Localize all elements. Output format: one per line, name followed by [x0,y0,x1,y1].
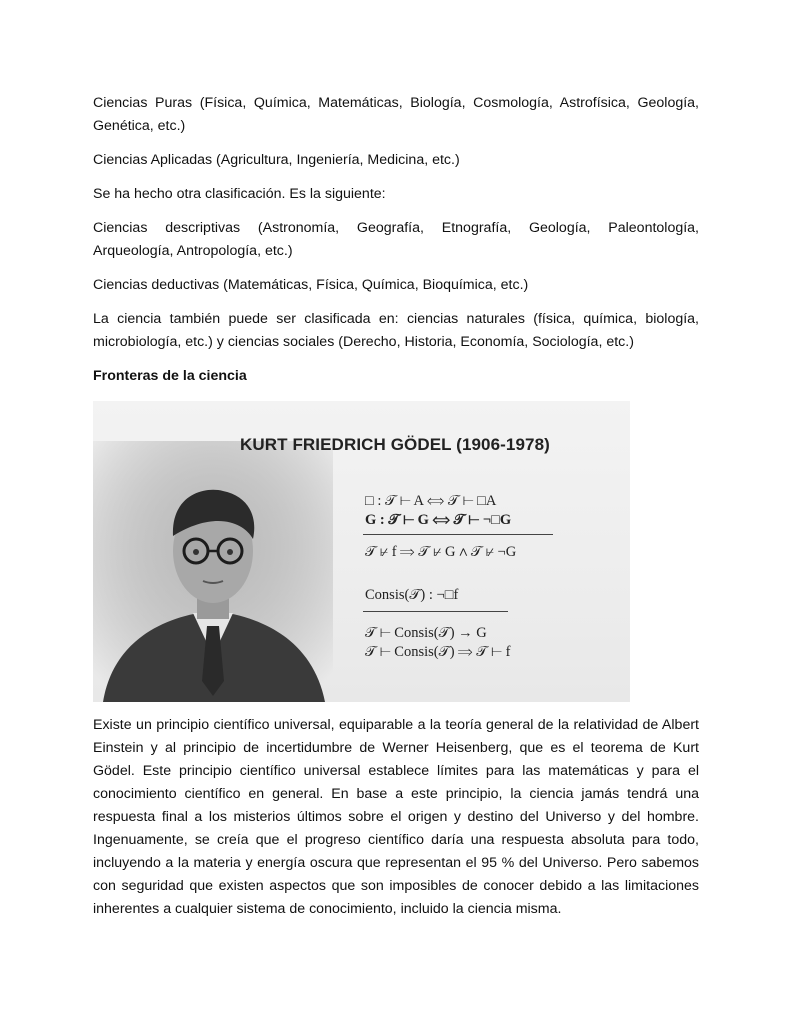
paragraph-ciencias-aplicadas: Ciencias Aplicadas (Agricultura, Ingeniería, Medicina, etc.) [93,152,460,168]
paragraph-ciencias-deductivas: Ciencias deductivas (Matemáticas, Física, Química, Bioquímica, etc.) [93,277,529,293]
formula-divider [363,534,553,535]
formula-g-def: G : 𝒯 ⊢ G ⟺ 𝒯 ⊢ ¬□G [365,512,512,528]
figure-title: KURT FRIEDRICH GÖDEL (1906-1978) [240,435,550,454]
paragraph-clasificacion-natural-social: La ciencia también puede ser clasificada en: ciencias naturales (física, química, biología, microbiología, etc.) y ciencias sociales (Derecho, Historia, Economía, Sociología, etc.) [93,311,699,350]
paragraph-ciencias-puras: Ciencias Puras (Física, Química, Matemáticas, Biología, Cosmología, Astrofísica, Geología, Genética, etc.) [93,95,699,134]
formula-consis-implies-g: 𝒯 ⊢ Consis(𝒯) → G [365,625,487,641]
formula-box-def: □ : 𝒯 ⊢ A ⟺ 𝒯 ⊢ □A [365,493,497,509]
formula-consis-implies-f: 𝒯 ⊢ Consis(𝒯) ⟹ 𝒯 ⊢ f [365,644,511,660]
paragraph-godel-theorem: Existe un principio científico universal, equiparable a la teoría general de la relatividad de Albert Einstein y al principio de incertidumbre de Werner Heisenberg, que es el teorema de Kurt Gödel. Este principio científico universal establece límites para las matemáticas y para el conocimiento científico en general. En base a este principio, la ciencia jamás tendrá una respuesta final a los misterios últimos sobre el origen y destino del Universo y del hombre. Ingenuamente, se creía que el progreso científico daría una respuesta absoluta para todo, incluyendo a la materia y energía oscura que representan el 95 % del Universo. Pero sabemos con seguridad que existen aspectos que son imposibles de conocer debido a las limitaciones inherentes a cualquier sistema de conocimiento, incluido la ciencia misma. [93,717,699,917]
formula-incompleteness: 𝒯 ⊬ f ⟹ 𝒯 ⊬ G ∧ 𝒯 ⊬ ¬G [365,544,517,560]
section-heading: Fronteras de la ciencia [93,368,247,384]
godel-figure [93,401,630,702]
paragraph-otra-clasificacion: Se ha hecho otra clasificación. Es la siguiente: [93,186,386,202]
formula-divider [363,611,508,612]
godel-portrait-image [93,441,333,702]
formula-consis-def: Consis(𝒯) : ¬□f [365,587,459,603]
document-page [93,92,699,921]
paragraph-ciencias-descriptivas: Ciencias descriptivas (Astronomía, Geografía, Etnografía, Geología, Paleontología, Arqueología, Antropología, etc.) [93,220,699,259]
